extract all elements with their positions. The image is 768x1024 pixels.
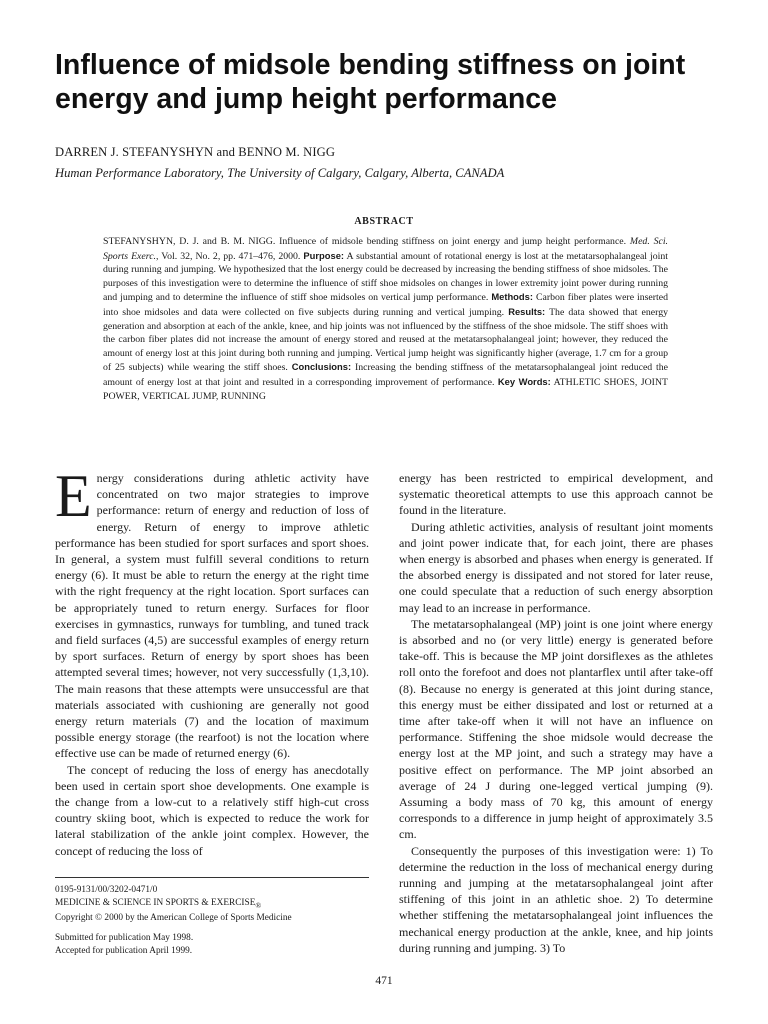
paragraph-text: nergy considerations during athletic activity have concentrated on two major strategies to improve performance: return of energy and reduction of loss of energy. Return of energy to improve athletic performance has been studied for sport surfaces and sport shoes. In general, a system must fulfill several conditions to return energy (6). It must be able to return the energy at the right time with the right frequency at the right location. Sport surfaces can be appropriately tuned to return energy. Surfaces for floor exercises in gymnastics, runways for tumbling, and tuned track and field surfaces (4,5) are successful examples of energy return by sport surfaces. Return of energy by sport shoes has been attempted several times; however, not very successfully (1,3,10). The main reasons that these attempts were unsuccessful are that materials associated with cushioning are generally not good energy return materials (7) and the location of maximum possible energy storage (the rearfoot) is not the location where effective use can be made of returned energy (6). xyxy=(55,471,369,761)
abstract-methods: Carbon fiber plates were inserted into shoe midsoles and data were collected on five subjects during running and vertical jumping. xyxy=(103,292,669,318)
registered-mark: ® xyxy=(255,900,262,910)
body-paragraph: Consequently the purposes of this investigation were: 1) To determine the reduction in the loss of mechanical energy during running and jumping at the metatarsophalangeal joint after stiffening of this joint in an athletic shoe. 2) To determine whether stiffening the metatarsophalangeal joint influences the mechanical energy production at the ankle, knee, and hip joints during running and jumping. 3) To xyxy=(399,843,713,955)
publication-footnote xyxy=(55,877,369,957)
abstract-purpose: A substantial amount of rotational energy is lost at the metatarsophalangeal joint during running and jumping. We hypothesized that the lost energy could be decreased by increasing the bending stiffness of shoe midsoles. The purposes of this investigation were to determine the influence of stiff shoe midsoles on changes in lower extremity joint power during running and jumping and to determine the influence of stiff shoe midsoles on vertical jump performance. xyxy=(103,250,669,304)
abstract-keywords: ATHLETIC SHOES, JOINT POWER, VERTICAL JUMP, RUNNING xyxy=(103,376,669,402)
drop-cap: E xyxy=(55,463,92,529)
body-paragraph: The concept of reducing the loss of energy has anecdotally been used in certain sport shoe developments. One example is the change from a low-cut to a relatively stiff high-cut cross country skiing boot, which is expected to reduce the work for lateral stabilization of the ankle joint complex. However, the concept of reducing the loss of xyxy=(55,762,369,858)
author-affiliation: Human Performance Laboratory, The University of Calgary, Calgary, Alberta, CANADA xyxy=(55,166,505,180)
copyright-line: Copyright © 2000 by the American College of Sports Medicine xyxy=(55,912,292,923)
article-code: 0195-9131/00/3202-0471/0 xyxy=(55,885,158,895)
abstract-conclusions: Increasing the bending stiffness of the metatarsophalangeal joint reduced the amount of energy lost at that joint and resulted in a corresponding improvement of performance. xyxy=(103,362,669,388)
conclusions-label: Conclusions: xyxy=(291,361,352,373)
body-paragraph: During athletic activities, analysis of resultant joint moments and joint power indicate that, for each joint, there are phases when energy is absorbed and phases when energy is generated. If the absorbed energy is dissipated and not stored for later reuse, one could speculate that a reduction of such energy absorption may lead to an increase in performance. xyxy=(399,519,713,615)
abstract-text xyxy=(103,235,668,403)
page-number: 471 xyxy=(375,975,393,987)
body-paragraph xyxy=(55,463,369,762)
author-list: DARREN J. STEFANYSHYN and BENNO M. NIGG xyxy=(55,145,336,159)
abstract-citation-tail: , Vol. 32, No. 2, pp. 471–476, 2000. xyxy=(156,250,301,262)
keywords-label: Key Words: xyxy=(497,375,551,387)
abstract-heading: ABSTRACT xyxy=(354,216,414,227)
results-label: Results: xyxy=(508,305,546,317)
submitted-line: Submitted for publication May 1998. xyxy=(55,933,194,944)
footnote-spacer xyxy=(55,924,369,932)
purpose-label: Purpose: xyxy=(303,249,345,261)
methods-label: Methods: xyxy=(491,291,533,303)
accepted-line: Accepted for publication April 1999. xyxy=(55,945,193,956)
body-column-right xyxy=(399,470,713,956)
paper-title: Influence of midsole bending stiffness on joint energy and jump height performance xyxy=(55,49,686,115)
journal-name: MEDICINE & SCIENCE IN SPORTS & EXERCISE xyxy=(55,897,256,908)
abstract-results: The data showed that energy generation and absorption at each of the ankle, knee, and hip joints was not influenced by the stiffness of the shoe midsole. The stiff shoes with the carbon fiber plates did not increase the amount of energy stored and reused at the metatarsophalangeal joint; however, they reduced the amount of energy lost at this joint during both running and jumping. Vertical jump height was significantly higher (average, 1.7 cm for a group of 25 subjects) while wearing the stiff shoes. xyxy=(103,306,668,374)
body-column-left xyxy=(55,463,369,859)
body-paragraph: energy has been restricted to empirical development, and systematic theoretical attempts to use this approach cannot be found in the literature. xyxy=(399,471,713,518)
journal-line xyxy=(55,897,369,912)
body-paragraph: The metatarsophalangeal (MP) joint is one joint where energy is absorbed and no (or very little) energy is generated before take-off. This is because the MP joint dorsiflexes as the athletes roll onto the forefoot and does not plantarflex until after take-off (8). Because no energy is generated at this joint during stance, this energy must be either dissipated and lost or returned at a time after take-off when it will not have an influence on performance. Stiffening the shoe midsole would decrease the energy lost at the MP joint, and such a strategy may have a positive effect on performance. The MP joint absorbed an average of 24 J during one-legged vertical jumping (9). Assuming a body mass of 70 kg, this amount of energy corresponds to a difference in jump height of approximately 3.5 cm. xyxy=(399,616,713,842)
abstract-journal: Med. Sci. Sports Exerc. xyxy=(103,236,668,262)
abstract-citation: STEFANYSHYN, D. J. and B. M. NIGG. Influence of midsole bending stiffness on joint energy and jump height performance. xyxy=(103,236,627,247)
